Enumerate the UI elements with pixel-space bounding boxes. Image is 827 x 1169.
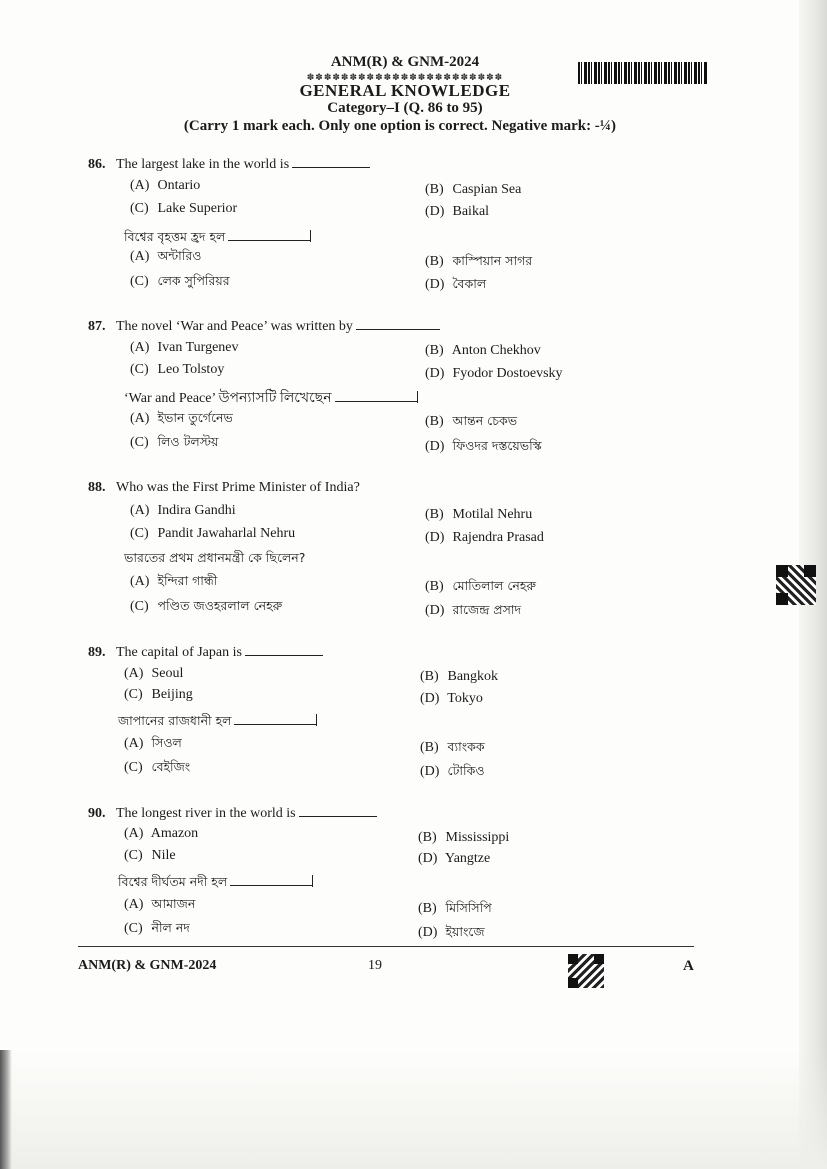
option-text: Mississippi (445, 830, 510, 845)
option-text: আমাজন (151, 896, 196, 911)
qr-code-icon (568, 954, 604, 988)
option-text: ইন্দিরা গান্ধী (157, 573, 218, 588)
question-text-bengali: বিশ্বের দীর্ঘতম নদী হল (118, 873, 313, 894)
exam-title: ANM(R) & GNM-2024 (330, 54, 480, 70)
option-d-bengali[interactable]: (D) টোকিও (420, 763, 485, 779)
option-text: টোকিও (447, 763, 485, 778)
option-d[interactable]: (D) Yangtze (418, 851, 491, 866)
question-text-bengali: ‘War and Peace’ উপন্যাসটি লিখেছেন (124, 386, 418, 410)
option-text: Anton Chekhov (451, 343, 541, 358)
question-number: 89. (88, 645, 106, 660)
option-b[interactable]: (B) Bangkok (420, 669, 499, 684)
footer-divider (78, 946, 694, 947)
option-text: মিসিসিপি (445, 900, 492, 915)
question-text-bengali: ভারতের প্রথম প্রধানমন্ত্রী কে ছিলেন? (124, 550, 306, 565)
question-number: 87. (88, 319, 106, 334)
option-a[interactable] (130, 178, 200, 194)
option-label: (D) (425, 204, 445, 219)
option-a[interactable]: (A) Indira Gandhi (130, 503, 236, 518)
page-number: 19 (368, 958, 382, 973)
option-b-bengali[interactable]: (B) ব্যাংকক (420, 739, 485, 755)
page-header (160, 54, 650, 135)
question-text-bengali: বিশ্বের বৃহত্তম হ্রদ হল (124, 228, 311, 249)
option-c[interactable]: (C) Nile (124, 848, 176, 863)
question-text: The longest river in the world is (116, 806, 296, 821)
option-a-bengali[interactable]: (A) আমাজন (124, 896, 196, 912)
danda (312, 875, 313, 887)
option-c[interactable] (130, 201, 237, 217)
option-a[interactable]: (A) Ivan Turgenev (130, 340, 239, 355)
option-text: Leo Tolstoy (157, 362, 225, 377)
category-label: Category–I (Q. 86 to 95) (327, 100, 483, 116)
option-text: Motilal Nehru (452, 507, 533, 522)
option-c-bengali[interactable]: (C) নীল নদ (124, 920, 190, 936)
option-b-bengali[interactable]: (B) কাস্পিয়ান সাগর (425, 253, 533, 269)
option-text: Bangkok (447, 669, 499, 684)
option-label: (B) (425, 182, 444, 197)
question-86 (88, 155, 656, 175)
option-c-bengali[interactable]: (C) লিও টলস্টয় (130, 434, 219, 450)
option-text: বৈকাল (452, 276, 487, 291)
option-a-bengali[interactable]: (A) অন্টারিও (130, 248, 202, 264)
option-text: মোতিলাল নেহরু (452, 578, 537, 593)
option-c-bengali[interactable]: (C) পণ্ডিত জওহরলাল নেহরু (130, 598, 283, 614)
question-text: The capital of Japan is (116, 645, 242, 660)
question-text: The novel ‘War and Peace’ was written by (116, 319, 353, 334)
option-b[interactable]: (B) Motilal Nehru (425, 507, 533, 522)
question-text: The largest lake in the world is (116, 157, 290, 172)
option-text: Beijing (151, 687, 193, 702)
question-number: 88. (88, 480, 106, 495)
answer-blank (230, 873, 312, 886)
answer-blank (335, 389, 417, 402)
question-87 (88, 317, 656, 337)
option-text: Pandit Jawaharlal Nehru (157, 526, 296, 541)
question-number: 90. (88, 806, 106, 821)
option-text: Baikal (452, 204, 490, 219)
answer-blank (228, 228, 310, 241)
option-text: ইয়াংজে (445, 924, 485, 939)
option-text: ব্যাংকক (447, 739, 485, 754)
option-label: (A) (130, 178, 150, 193)
qr-code-icon (776, 565, 816, 605)
question-90 (88, 804, 656, 824)
option-a-bengali[interactable]: (A) ইন্দিরা গান্ধী (130, 573, 218, 589)
booklet-code: A (683, 958, 694, 974)
option-a-bengali[interactable]: (A) ইভান তুর্গেনেভ (130, 410, 233, 426)
answer-blank (356, 317, 440, 330)
option-d[interactable]: (D) Tokyo (420, 691, 483, 706)
option-c[interactable]: (C) Beijing (124, 687, 193, 702)
option-d-bengali[interactable]: (D) ইয়াংজে (418, 924, 485, 940)
option-d-bengali[interactable]: (D) ফিওদর দস্তয়েভস্কি (425, 438, 542, 454)
option-text: ফিওদর দস্তয়েভস্কি (452, 438, 542, 453)
option-text: নীল নদ (151, 920, 190, 935)
option-text: রাজেন্দ্র প্রসাদ (452, 602, 522, 617)
option-text: Ivan Turgenev (157, 340, 239, 355)
option-text: Caspian Sea (452, 182, 522, 197)
option-b[interactable]: (B) Mississippi (418, 830, 510, 845)
footer-exam-title: ANM(R) & GNM-2024 (78, 958, 217, 973)
option-a-bengali[interactable]: (A) সিওল (124, 735, 182, 751)
option-text: Seoul (151, 666, 184, 681)
question-88 (88, 480, 656, 500)
option-b-bengali[interactable]: (B) মিসিসিপি (418, 900, 492, 916)
option-b-bengali[interactable]: (B) আন্তন চেকভ (425, 413, 518, 429)
option-text: Tokyo (447, 691, 483, 706)
answer-blank (245, 643, 323, 656)
option-d[interactable]: (D) Fyodor Dostoevsky (425, 366, 563, 381)
scan-shadow (0, 1049, 827, 1169)
answer-blank (292, 155, 370, 168)
option-text: Rajendra Prasad (452, 530, 544, 545)
option-text: Indira Gandhi (157, 503, 236, 518)
option-b[interactable] (425, 182, 521, 198)
star-divider: ✽✽✽✽✽✽✽✽✽✽✽✽✽✽✽✽✽✽✽✽✽✽✽ (306, 72, 504, 82)
option-text: Ontario (157, 178, 201, 193)
option-text: সিওল (151, 735, 182, 750)
option-d[interactable] (425, 204, 489, 220)
option-text: Lake Superior (157, 201, 238, 216)
danda (316, 714, 317, 726)
option-d-bengali[interactable]: (D) রাজেন্দ্র প্রসাদ (425, 602, 522, 618)
marking-rules: (Carry 1 mark each. Only one option is correct. Negative mark: -¼) (183, 118, 617, 134)
danda (417, 391, 418, 403)
option-d-bengali[interactable]: (D) বৈকাল (425, 276, 487, 292)
option-a[interactable]: (A) Seoul (124, 666, 184, 681)
option-text: পণ্ডিত জওহরলাল নেহরু (157, 598, 283, 613)
option-c[interactable]: (C) Pandit Jawaharlal Nehru (130, 526, 296, 541)
answer-blank (234, 712, 316, 725)
scan-binding-shadow (0, 1050, 12, 1169)
section-title: GENERAL KNOWLEDGE (299, 81, 511, 100)
option-text: ইভান তুর্গেনেভ (157, 410, 233, 425)
option-d[interactable]: (D) Rajendra Prasad (425, 530, 544, 545)
option-text: অন্টারিও (157, 248, 202, 263)
barcode-icon (578, 62, 708, 84)
option-text: Yangtze (444, 851, 491, 866)
question-text-bengali: জাপানের রাজধানী হল (118, 712, 317, 733)
option-c[interactable]: (C) Leo Tolstoy (130, 362, 225, 377)
question-number: 86. (88, 157, 106, 172)
option-text: বেইজিং (151, 759, 191, 774)
option-text: লিও টলস্টয় (157, 434, 219, 449)
option-text: কাস্পিয়ান সাগর (452, 253, 533, 268)
option-text: আন্তন চেকভ (452, 413, 518, 428)
question-89 (88, 643, 656, 663)
option-c-bengali[interactable]: (C) বেইজিং (124, 759, 191, 775)
option-a[interactable]: (A) Amazon (124, 826, 199, 841)
option-text: লেক সুপিরিয়র (157, 273, 230, 288)
option-c-bengali[interactable]: (C) লেক সুপিরিয়র (130, 273, 230, 289)
question-text: Who was the First Prime Minister of India? (116, 480, 360, 495)
answer-blank (299, 804, 377, 817)
option-label: (C) (130, 201, 149, 216)
option-text: Amazon (150, 826, 199, 841)
option-text: Fyodor Dostoevsky (452, 366, 563, 381)
option-text: Nile (151, 848, 176, 863)
option-b[interactable]: (B) Anton Chekhov (425, 343, 541, 358)
danda (310, 230, 311, 242)
option-b-bengali[interactable]: (B) মোতিলাল নেহরু (425, 578, 537, 594)
